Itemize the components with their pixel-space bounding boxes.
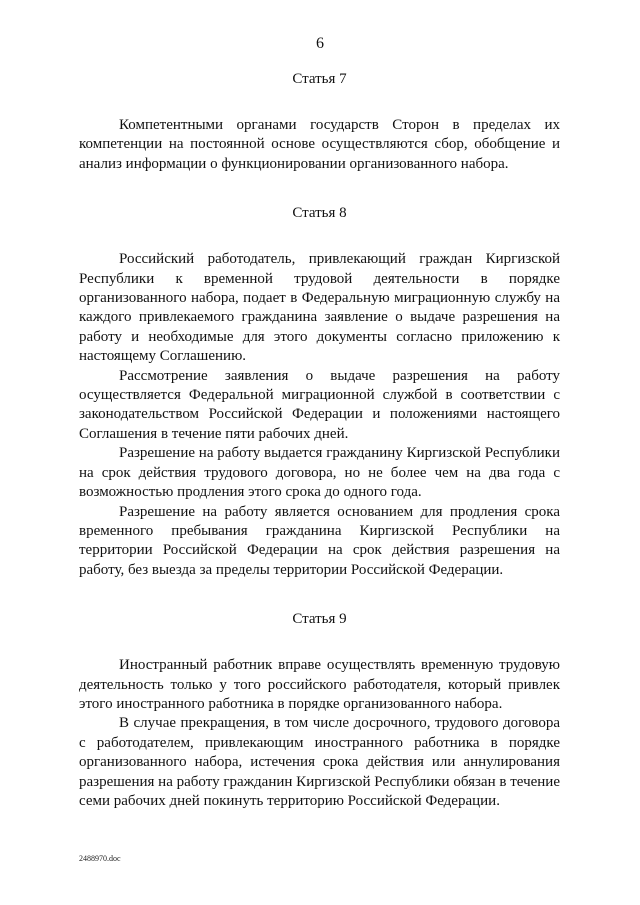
document-body [79, 70, 560, 811]
article-paragraph: Российский работодатель, привлекающий граждан Киргизской Республики к временной трудовой деятельности в порядке организованного набора, подает в Федеральную миграционную службу на каждого привлекаемого гражданина заявление о выдаче разрешения на работу и необходимые для этого документы согласно приложению к настоящему Соглашению. [79, 251, 560, 365]
article-paragraph: В случае прекращения, в том числе досрочного, трудового договора с работодателем, привлекающим иностранного работника в порядке организованного набора, истечения срока действия или аннулирования разрешения на работу гражданин Киргизской Республики обязан в течение семи рабочих дней покинуть территорию Российской Федерации. [79, 715, 560, 809]
article-9 [79, 610, 560, 811]
article-7 [79, 70, 560, 174]
article-title: Статья 9 [292, 611, 347, 628]
article-title: Статья 7 [292, 71, 347, 87]
article-paragraph: Разрешение на работу является основанием для продления срока временного пребывания гражданина Киргизской Республики на территории Российской Федерации на срок действия разрешения на работу, без выезда за пределы территории Российской Федерации. [79, 503, 560, 578]
article-paragraph: Компетентными органами государств Сторон в пределах их компетенции на постоянной основе осуществляются сбор, обобщение и анализ информации о функционировании организованного набора. [79, 117, 560, 172]
page-number: 6 [316, 35, 324, 52]
article-paragraph: Иностранный работник вправе осуществлять временную трудовую деятельность только у того российского работодателя, который привлек этого иностранного работника в порядке организованного набора. [79, 657, 560, 712]
footer-filename: 2488970.doc [79, 854, 121, 863]
article-title: Статья 8 [292, 205, 347, 222]
article-paragraph: Разрешение на работу выдается гражданину Киргизской Республики на срок действия трудового договора, но не более чем на два года с возможностью продления этого срока до одного года. [79, 445, 560, 501]
article-paragraph: Рассмотрение заявления о выдаче разрешения на работу осуществляется Федеральной миграционной службой в соответствии с законодательством Российской Федерации и положениями настоящего Соглашения в течение пяти рабочих дней. [79, 367, 560, 442]
article-8 [79, 204, 560, 580]
